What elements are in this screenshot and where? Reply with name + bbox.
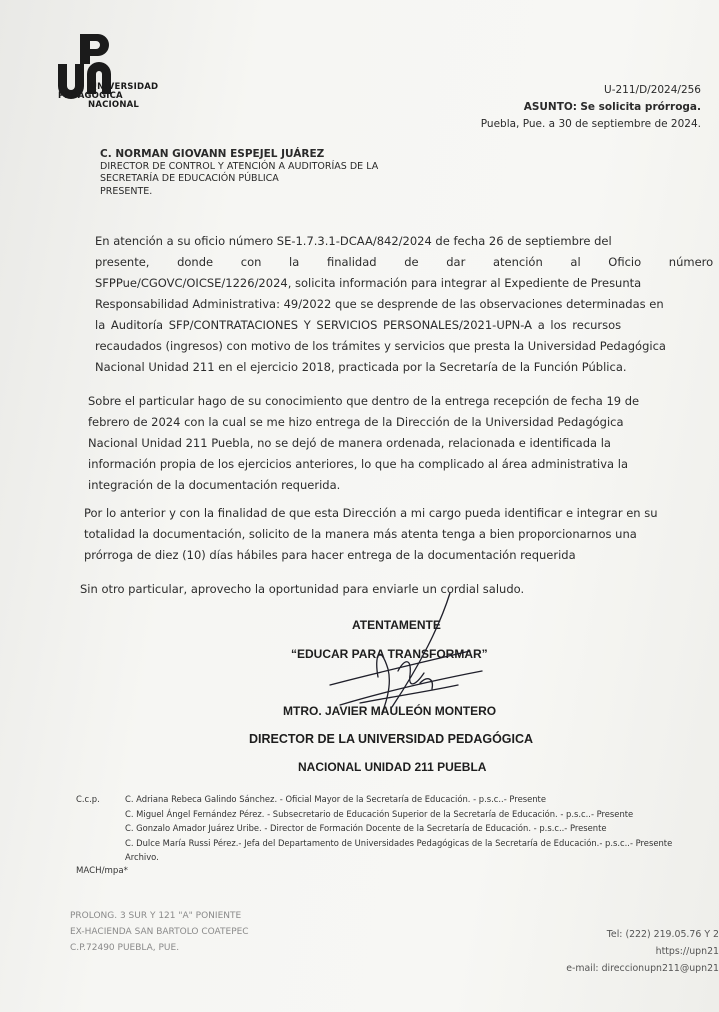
logo-line-1: UNIVERSIDAD bbox=[90, 82, 159, 92]
p1-line: Responsabilidad Administrativa: 49/2022 que se desprende de las observaciones determinadas en bbox=[95, 297, 664, 311]
addressee-line-3: PRESENTE. bbox=[100, 185, 153, 197]
paragraph-2 bbox=[88, 391, 719, 496]
ccp-item: C. Gonzalo Amador Juárez Uribe. - Director de Formación Docente de la Secretaría de Educación. - p.s.c..- Presente bbox=[125, 823, 607, 833]
ccp-item: Archivo. bbox=[125, 852, 159, 862]
p1-line: la Auditoría SFP/CONTRATACIONES Y SERVICIOS PERSONALES/2021-UPN-A a los recursos bbox=[95, 318, 622, 332]
phone-number: Tel: (222) 219.05.76 Y 2 bbox=[606, 929, 719, 940]
p2-line: Nacional Unidad 211 Puebla, no se dejó de manera ordenada, relacionada e identificada la bbox=[88, 436, 611, 450]
address-line-3: C.P.72490 PUEBLA, PUE. bbox=[70, 943, 180, 953]
addressee-block bbox=[100, 148, 378, 198]
footer-contact bbox=[566, 926, 719, 977]
addressee-line-2: SECRETARÍA DE EDUCACIÓN PÚBLICA bbox=[100, 173, 279, 184]
logo-line-2: PEDAGÓGICA bbox=[58, 91, 123, 101]
email-address: e-mail: direccionupn211@upn21 bbox=[566, 963, 719, 974]
signatory-name: MTRO. JAVIER MAULEÓN MONTERO bbox=[283, 704, 497, 718]
paragraph-3 bbox=[84, 503, 719, 566]
closing-word: ATENTAMENTE bbox=[352, 618, 441, 632]
subject-label: ASUNTO: bbox=[523, 101, 577, 113]
signatory-title-1: DIRECTOR DE LA UNIVERSIDAD PEDAGÓGICA bbox=[249, 732, 534, 746]
letter-header bbox=[481, 82, 701, 133]
subject-text: Se solicita prórroga. bbox=[580, 101, 701, 113]
institution-motto: “EDUCAR PARA TRANSFORMAR” bbox=[291, 647, 488, 661]
logo-line-3: NACIONAL bbox=[88, 100, 140, 110]
p1-line: presente, donde con la finalidad de dar atención al Oficio número bbox=[95, 255, 714, 269]
subject-line bbox=[481, 99, 701, 116]
address-line-2: EX-HACIENDA SAN BARTOLO COATEPEC bbox=[70, 927, 249, 937]
address-line-1: PROLONG. 3 SUR Y 121 "A" PONIENTE bbox=[70, 911, 242, 921]
ccp-item: C. Miguel Ángel Fernández Pérez. - Subsecretario de Educación Superior de la Secretaría de Educación. - p.s.c..- Presente bbox=[125, 808, 634, 819]
p2-line: Sobre el particular hago de su conocimiento que dentro de la entrega recepción de fecha 19 de bbox=[88, 394, 640, 408]
addressee-name: C. NORMAN GIOVANN ESPEJEL JUÁREZ bbox=[100, 148, 325, 160]
p2-line: febrero de 2024 con la cual se me hizo entrega de la Dirección de la Universidad Pedagógica bbox=[88, 415, 624, 429]
p4-line: Sin otro particular, aprovecho la oportunidad para enviarle un cordial saludo. bbox=[80, 582, 525, 596]
signatory-title-2: NACIONAL UNIDAD 211 PUEBLA bbox=[298, 760, 487, 774]
ccp-item: C. Adriana Rebeca Galindo Sánchez. - Oficial Mayor de la Secretaría de Educación. - p.s.c..- Presente bbox=[125, 794, 546, 804]
ccp-list bbox=[125, 792, 719, 865]
typist-initials: MACH/mpa* bbox=[76, 866, 128, 876]
p2-line: información propia de los ejercicios anteriores, lo que ha complicado al área administrativa la bbox=[88, 457, 628, 471]
ccp-item: C. Dulce María Russi Pérez.- Jefa del Departamento de Universidades Pedagógicas de la Secretaría de Educación.- p.s.c..- Presente bbox=[125, 837, 673, 848]
upn-logo bbox=[58, 32, 188, 122]
reference-number: U-211/D/2024/256 bbox=[604, 84, 701, 96]
footer-address bbox=[70, 908, 249, 956]
p1-line: En atención a su oficio número SE-1.7.3.1-DCAA/842/2024 de fecha 26 de septiembre del bbox=[95, 234, 612, 248]
p2-line: integración de la documentación requerida. bbox=[88, 478, 341, 492]
website-link: https://upn21 bbox=[655, 946, 719, 957]
p1-line: Nacional Unidad 211 en el ejercicio 2018, practicada por la Secretaría de la Función Pública. bbox=[95, 360, 627, 374]
p3-line: Por lo anterior y con la finalidad de que esta Dirección a mi cargo pueda identificar e integrar en su bbox=[84, 506, 658, 520]
addressee-line-1: DIRECTOR DE CONTROL Y ATENCIÓN A AUDITORÍAS DE LA bbox=[100, 160, 379, 172]
ccp-label: C.c.p. bbox=[76, 794, 100, 804]
paragraph-1 bbox=[95, 231, 719, 378]
place-date: Puebla, Pue. a 30 de septiembre de 2024. bbox=[480, 118, 701, 130]
p1-line: recaudados (ingresos) con motivo de los trámites y servicios que presta la Universidad Pedagógica bbox=[95, 339, 666, 353]
p3-line: totalidad la documentación, solicito de la manera más atenta tenga a bien proporcionarnos una bbox=[84, 527, 637, 541]
p1-line: SFPPue/CGOVC/OICSE/1226/2024, solicita información para integrar al Expediente de Presunta bbox=[95, 276, 642, 290]
p3-line: prórroga de diez (10) días hábiles para hacer entrega de la documentación requerida bbox=[84, 548, 576, 562]
